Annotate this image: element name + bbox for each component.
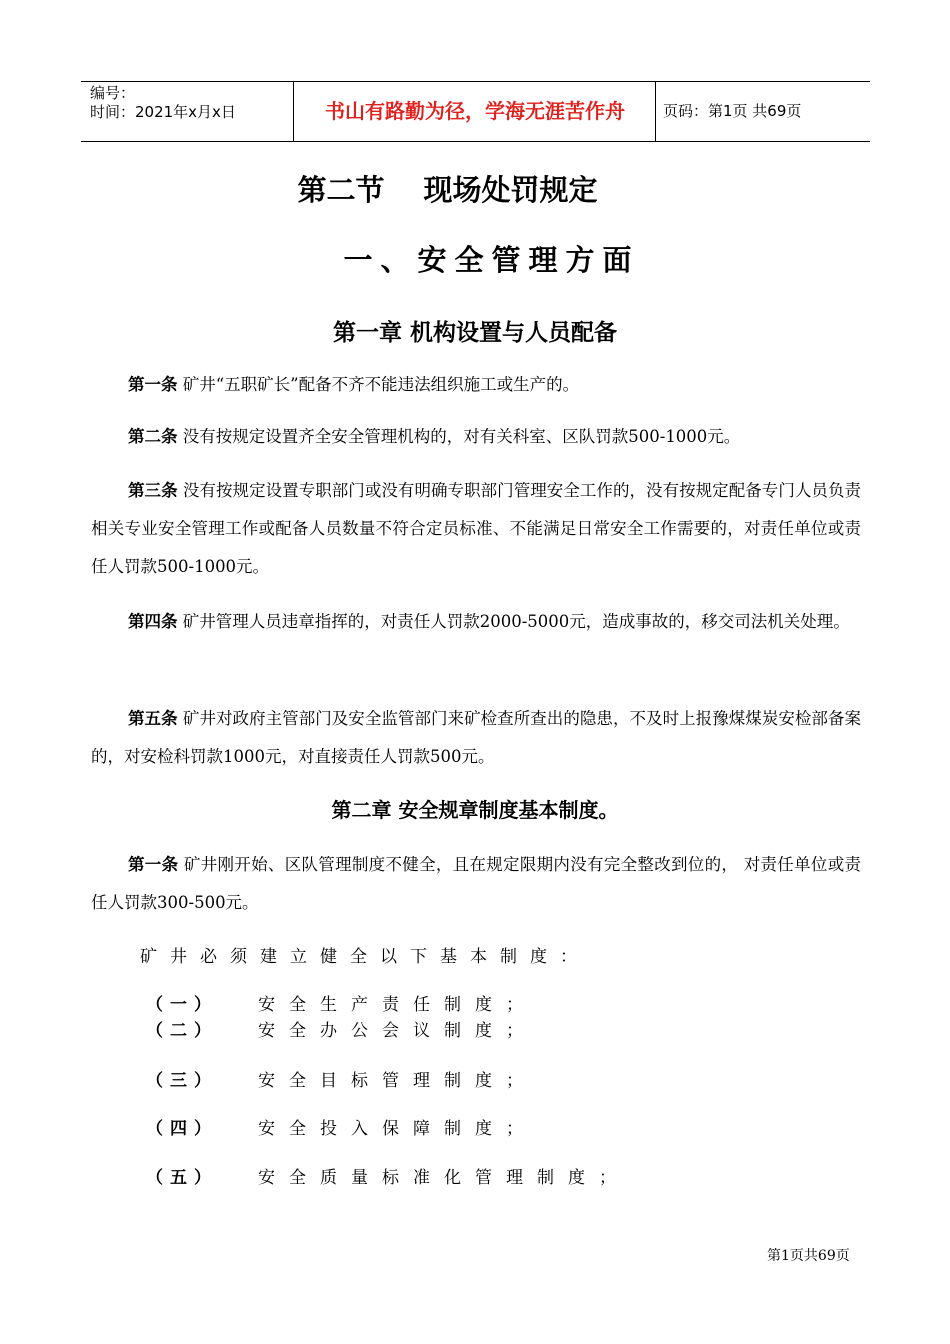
article-paragraph (91, 603, 861, 641)
section-title: 第二节 现场处罚规定 (297, 173, 598, 207)
list-item-number: （三） (146, 1071, 218, 1091)
article-label: 第四条 (128, 612, 178, 631)
list-item-number: （二） (146, 1021, 218, 1041)
list-item-text: 安全办公会议制度； (258, 1021, 537, 1041)
header-divider (655, 82, 656, 141)
article-paragraph (91, 846, 861, 922)
part-title: 一、安全管理方面 (343, 243, 640, 277)
header-meta (90, 84, 290, 122)
list-item (146, 1163, 630, 1188)
list-item-text: 安全目标管理制度； (258, 1071, 537, 1091)
list-item-text: 安全质量标准化管理制度； (258, 1168, 630, 1188)
article-label: 第一条 (128, 855, 179, 874)
list-item (146, 1066, 537, 1091)
list-item-text: 安全生产责任制度； (258, 995, 537, 1015)
list-item-text: 安全投入保障制度； (258, 1119, 537, 1139)
chapter-title: 第二章 安全规章制度基本制度。 (331, 798, 619, 822)
article-text: 矿井管理人员违章指挥的，对责任人罚款2000-5000元，造成事故的，移交司法机关处理。 (177, 612, 850, 631)
chapter-title: 第一章 机构设置与人员配备 (332, 320, 617, 346)
article-text: 没有按规定设置专职部门或没有明确专职部门管理安全工作的，没有按规定配备专门人员负责相关专业安全管理工作或配备人员数量不符合定员标准、不能满足日常安全工作需要的，对责任单位或责任人罚款500-1000元。 (91, 481, 862, 576)
article-paragraph (91, 700, 861, 776)
list-item-number: （五） (146, 1168, 218, 1188)
document-date: 时间：2021年x月x日 (90, 103, 236, 121)
article-label: 第二条 (128, 427, 178, 446)
list-item (146, 990, 537, 1015)
header-page-info: 页码：第1页 共69页 (663, 102, 802, 120)
article-label: 第一条 (128, 375, 178, 394)
list-item (146, 1016, 537, 1041)
footer-page-info: 第1页共69页 (767, 1248, 850, 1264)
article-text: 矿井对政府主管部门及安全监管部门来矿检查所查出的隐患，不及时上报豫煤煤炭安检部备案的，对安检科罚款1000元，对直接责任人罚款500元。 (91, 709, 862, 766)
article-text: 矿井刚开始、区队管理制度不健全，且在规定限期内没有完全整改到位的， 对责任单位或责任人罚款300-500元。 (91, 855, 861, 912)
article-paragraph (91, 366, 861, 404)
article-text: 没有按规定设置齐全安全管理机构的，对有关科室、区队罚款500-1000元。 (177, 427, 741, 446)
article-label: 第三条 (128, 481, 178, 500)
header-motto: 书山有路勤为径，学海无涯苦作舟 (325, 99, 625, 123)
document-number-label: 编号： (90, 84, 136, 102)
article-paragraph (91, 418, 861, 456)
article-label: 第五条 (128, 709, 178, 728)
list-intro: 矿井必须建立健全以下基本制度： (140, 947, 590, 967)
list-item-number: （四） (146, 1119, 218, 1139)
page-header (81, 81, 870, 142)
list-item (146, 1114, 537, 1139)
article-paragraph (91, 472, 861, 586)
article-text: 矿井“五职矿长”配备不齐不能违法组织施工或生产的。 (177, 375, 580, 394)
list-item-number: （一） (146, 995, 218, 1015)
